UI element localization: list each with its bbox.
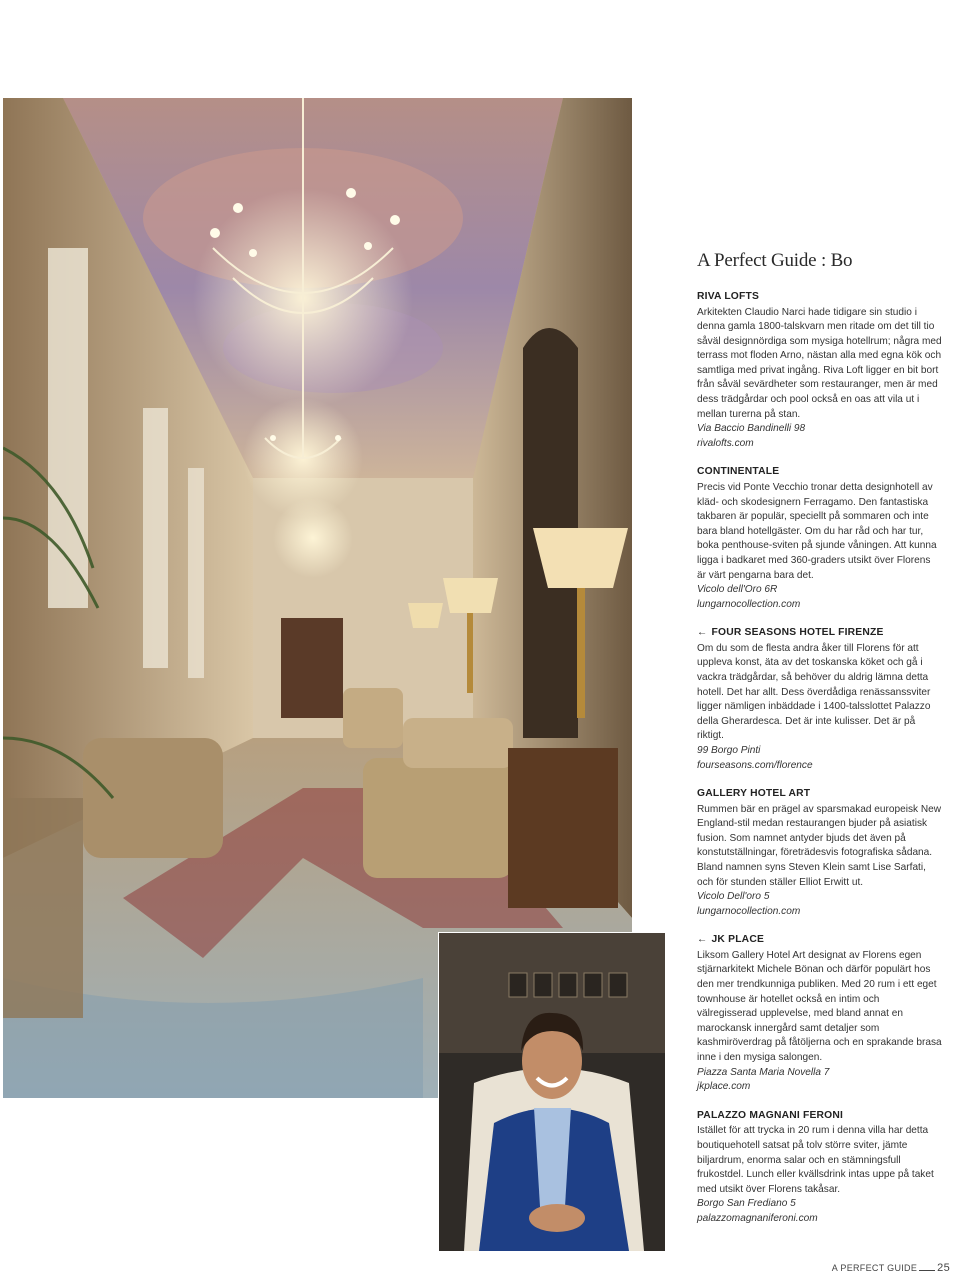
entry-address: Vicolo dell'Oro 6R [697, 584, 778, 596]
page-footer [832, 1262, 950, 1274]
guide-entry [697, 290, 942, 451]
entry-name-text: FOUR SEASONS HOTEL FIRENZE [711, 627, 884, 639]
entry-name [697, 787, 942, 802]
entry-name-text: RIVA LOFTS [697, 291, 760, 302]
portrait-illustration [439, 933, 665, 1251]
guide-entry [697, 465, 942, 612]
left-arrow-icon: ← [697, 627, 708, 639]
entry-address: Piazza Santa Maria Novella 7 [697, 1066, 830, 1078]
entry-name [697, 933, 942, 948]
entry-website-link[interactable]: jkplace.com [697, 1081, 751, 1093]
entry-name [697, 290, 942, 305]
entry-description: Om du som de flesta andra åker till Florens för att uppleva konst, äta av det toskanska köket och gå i vackra trädgårdar, så behöver du aldrig lämna detta hotell. Det har allt. Dess överdådiga renässanssviter ligger nämligen inbäddade i 1400-talsslottet Palazzo della Gherardesca. Det är inte kulisser. Det är på riktigt. [697, 642, 931, 742]
entry-description: Liksom Gallery Hotel Art designat av Florens egen stjärnarkitekt Michele Bönan och därför populärt hos den mer trendkunniga publiken. Med 20 rum i ett eget townhouse är hotellet också en intim och välregisserad upplevelse, med bland annat en marockansk innergård samt detaljer som kashmiröverdrag på fåtöljerna och en sprakande brasa inne i den mysiga salongen. [697, 949, 942, 1064]
entry-name [697, 1109, 942, 1124]
entry-description: Precis vid Ponte Vecchio tronar detta designhotell av kläd- och skodesignern Ferragamo. Den fantastiska takbaren är populär, speciellt på sommaren och inte bara bland hotellgäster. Om du har råd och har tur, boka penthouse-sviten på sjunde våningen. Att kunna ligga i badkaret med 360-graders utsikt över Florens är värt pengarna bara det. [697, 481, 937, 581]
portrait-photo [438, 932, 666, 1252]
entry-website-link[interactable]: lungarnocollection.com [697, 598, 801, 610]
hotel-guide [697, 250, 942, 1240]
left-arrow-icon: ← [697, 934, 708, 946]
entry-name [697, 626, 942, 641]
guide-title: A Perfect Guide : Bo [697, 250, 853, 271]
guide-entry [697, 1109, 942, 1227]
entry-name [697, 465, 942, 480]
entry-website-link[interactable]: rivalofts.com [697, 437, 754, 449]
entry-description: Istället för att trycka in 20 rum i denna villa har detta boutiquehotell satsat på tolv större sviter, jämte biljardrum, enorma salar och en stämningsfull frukostdel. Lunch eller kvällsdrink intas uppe på taket med utsikt över Florens takåsar. [697, 1125, 934, 1195]
entry-name-text: GALLERY HOTEL ART [697, 788, 811, 800]
entry-description: Arkitekten Claudio Narci hade tidigare sin studio i denna gamla 1800-talskvarn men ritade om det till tio såväl designnördiga som mysiga hotellrum; några med terrass mot floden Arno, nästan alla med egna kök och samtliga med privat ingång. Riva Loft ligger en bit bort från såväl sevärdheter som restauranger, men är med dess trädgårdar och pool också en oas att vila ut i mellan turerna på stan. [697, 306, 942, 420]
guide-entry [697, 933, 942, 1094]
entry-website-link[interactable]: lungarnocollection.com [697, 905, 801, 917]
entry-description: Rummen bär en prägel av sparsmakad europeisk New England-stil medan restaurangen bjuder på asiatisk fusion. Som namnet antyder bjuds det även på konstutställningar, företrädesvis fotografiska sådana. Bland namnen syns Steven Klein samt Lise Sarfati, och för stunden ställer Elliot Erwitt ut. [697, 803, 942, 888]
entry-website-link[interactable]: fourseasons.com/florence [697, 759, 813, 771]
entry-address: Borgo San Frediano 5 [697, 1198, 796, 1210]
footer-label: A PERFECT GUIDE [831, 1263, 918, 1273]
entry-website-link[interactable]: palazzomagnaniferoni.com [697, 1212, 818, 1224]
entry-name-text: PALAZZO MAGNANI FERONI [697, 1109, 844, 1121]
guide-entry [697, 787, 942, 919]
entry-address: Vicolo Dell'oro 5 [697, 891, 770, 903]
entry-name-text: CONTINENTALE [697, 466, 780, 478]
footer-divider [919, 1270, 935, 1271]
entry-address: 99 Borgo Pinti [697, 744, 761, 756]
page-number: 25 [937, 1262, 950, 1274]
guide-entry [697, 626, 942, 773]
entry-address: Via Baccio Bandinelli 98 [697, 423, 806, 435]
entry-name-text: JK PLACE [711, 934, 765, 946]
